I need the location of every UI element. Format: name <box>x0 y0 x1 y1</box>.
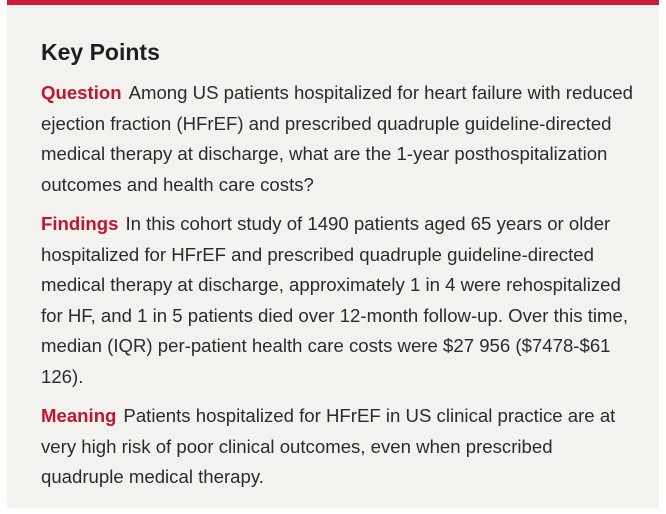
question-text: Among US patients hospitalized for heart failure with reduced ejection fraction (HFrEF) and prescribed quadruple guideline-directed medical therapy at discharge, what are the 1-year posthospitalization outcomes and health care costs? <box>41 82 633 195</box>
findings-section <box>41 209 639 392</box>
question-label: Question <box>41 82 122 103</box>
meaning-text: Patients hospitalized for HFrEF in US clinical practice are at very high risk of poor clinical outcomes, even when prescribed quadruple medical therapy. <box>41 405 616 487</box>
findings-text: In this cohort study of 1490 patients aged 65 years or older hospitalized for HFrEF and prescribed quadruple guideline-directed medical therapy at discharge, approximately 1 in 4 were rehospitalized for HF, and 1 in 5 patients died over 12-month follow-up. Over this time, median (IQR) per-patient health care costs were $27 956 ($7478-$61 126). <box>41 213 629 387</box>
key-points-title: Key Points <box>41 39 160 65</box>
question-section <box>41 78 639 200</box>
findings-label: Findings <box>41 213 119 234</box>
key-points-box <box>7 0 659 508</box>
meaning-section <box>41 401 639 493</box>
meaning-label: Meaning <box>41 405 117 426</box>
